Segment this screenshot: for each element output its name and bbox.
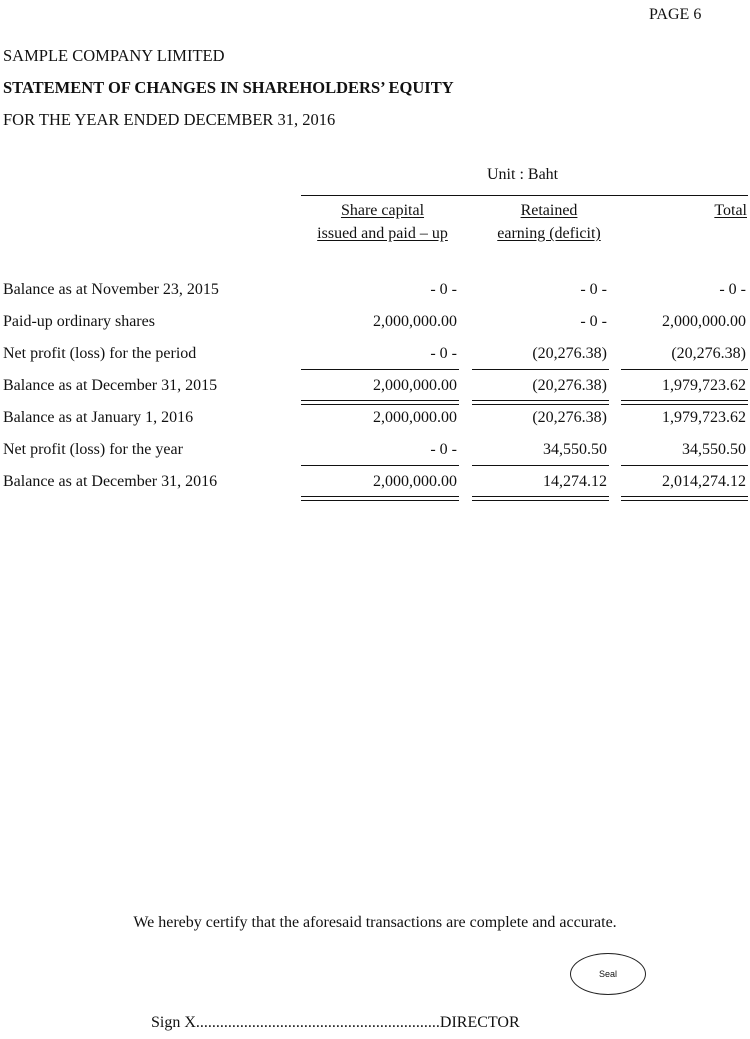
unit-rule — [301, 195, 748, 196]
cell-total: 34,550.50 — [682, 441, 746, 458]
seal-label: Seal — [598, 969, 617, 979]
column-header-total: Total — [714, 202, 747, 219]
page-number: PAGE 6 — [649, 6, 702, 23]
signature-line: Sign X.............................................................DIRECTOR — [151, 1014, 520, 1031]
cell-total: 2,000,000.00 — [662, 313, 746, 330]
row-label: Balance as at January 1, 2016 — [3, 409, 194, 426]
row-label: Net profit (loss) for the year — [3, 441, 183, 458]
subtotal-rule — [472, 369, 609, 370]
cell-retained-earning: 34,550.50 — [543, 441, 607, 458]
cell-share-capital: 2,000,000.00 — [373, 409, 457, 426]
total-double-rule — [621, 400, 748, 405]
column-header-retained-earning: Retained earning (deficit) — [497, 202, 601, 242]
seal-stamp — [570, 953, 646, 995]
cell-retained-earning: (20,276.38) — [532, 345, 607, 362]
cell-retained-earning: 14,274.12 — [543, 473, 607, 490]
row-label: Net profit (loss) for the period — [3, 345, 197, 362]
total-double-rule — [301, 400, 459, 405]
subtotal-rule — [301, 369, 459, 370]
certification-statement: We hereby certify that the aforesaid transactions are complete and accurate. — [133, 914, 617, 931]
cell-retained-earning: (20,276.38) — [532, 409, 607, 426]
row-label: Balance as at December 31, 2015 — [3, 377, 218, 394]
cell-share-capital: 2,000,000.00 — [373, 473, 457, 490]
statement-title: STATEMENT OF CHANGES IN SHAREHOLDERS’ EQUITY — [3, 78, 454, 97]
subtotal-rule — [301, 465, 459, 466]
cell-share-capital: - 0 - — [430, 281, 457, 298]
cell-share-capital: - 0 - — [430, 441, 457, 458]
subtotal-rule — [472, 465, 609, 466]
cell-share-capital: - 0 - — [430, 345, 457, 362]
row-label: Paid-up ordinary shares — [3, 313, 155, 330]
subtotal-rule — [621, 369, 748, 370]
cell-share-capital: 2,000,000.00 — [373, 313, 457, 330]
cell-total: - 0 - — [719, 281, 746, 298]
cell-total: 1,979,723.62 — [662, 409, 746, 426]
cell-retained-earning: - 0 - — [580, 281, 607, 298]
row-label: Balance as at December 31, 2016 — [3, 473, 218, 490]
statement-period: FOR THE YEAR ENDED DECEMBER 31, 2016 — [3, 110, 336, 129]
total-double-rule — [472, 400, 609, 405]
cell-retained-earning: - 0 - — [580, 313, 607, 330]
total-double-rule — [621, 496, 748, 501]
row-label: Balance as at November 23, 2015 — [3, 281, 219, 298]
cell-share-capital: 2,000,000.00 — [373, 377, 457, 394]
cell-total: 1,979,723.62 — [662, 377, 746, 394]
total-double-rule — [301, 496, 459, 501]
column-header-share-capital: Share capital issued and paid – up — [317, 202, 448, 242]
cell-total: 2,014,274.12 — [662, 473, 746, 490]
total-double-rule — [472, 496, 609, 501]
company-name: SAMPLE COMPANY LIMITED — [3, 46, 225, 65]
cell-retained-earning: (20,276.38) — [532, 377, 607, 394]
cell-total: (20,276.38) — [671, 345, 746, 362]
subtotal-rule — [621, 465, 748, 466]
unit-label: Unit : Baht — [487, 166, 559, 183]
